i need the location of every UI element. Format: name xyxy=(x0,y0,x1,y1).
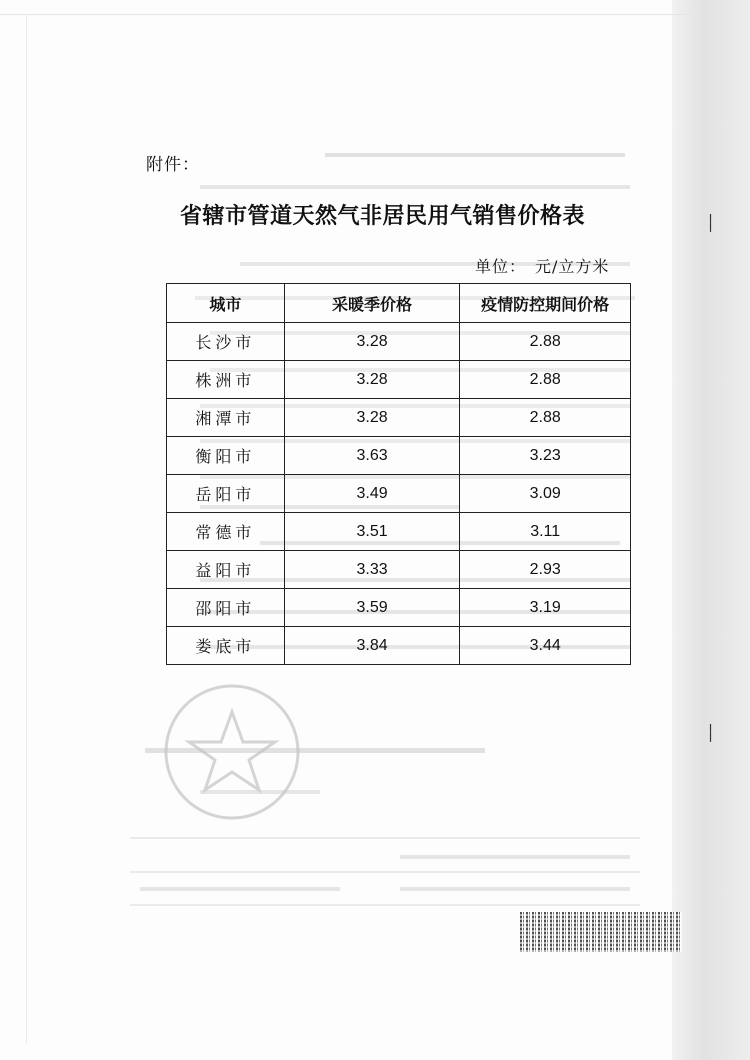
document-title: 省辖市管道天然气非居民用气销售价格表 xyxy=(180,203,586,229)
city-cell: 湘潭市 xyxy=(167,399,285,437)
epidemic-price-cell: 2.88 xyxy=(460,399,631,437)
table-row xyxy=(167,551,631,589)
heating-price-cell: 3.28 xyxy=(284,399,460,437)
epidemic-price-cell: 2.88 xyxy=(460,361,631,399)
epidemic-price-cell: 3.09 xyxy=(460,475,631,513)
scan-mark: ╷ ╵ xyxy=(706,205,716,241)
city-cell: 株洲市 xyxy=(167,361,285,399)
city-cell: 岳阳市 xyxy=(167,475,285,513)
unit-label: 单位： 元/立方米 xyxy=(475,257,610,276)
table-row xyxy=(167,589,631,627)
epidemic-price-cell: 3.44 xyxy=(460,627,631,665)
table-header-row xyxy=(167,284,631,323)
column-header-epidemic-price: 疫情防控期间价格 xyxy=(460,284,631,323)
table-row xyxy=(167,323,631,361)
city-cell: 邵阳市 xyxy=(167,589,285,627)
city-cell: 益阳市 xyxy=(167,551,285,589)
barcode xyxy=(520,912,682,952)
heating-price-cell: 3.59 xyxy=(284,589,460,627)
epidemic-price-cell: 3.23 xyxy=(460,437,631,475)
heating-price-cell: 3.63 xyxy=(284,437,460,475)
city-cell: 娄底市 xyxy=(167,627,285,665)
attachment-label: 附件： xyxy=(146,155,200,175)
city-cell: 长沙市 xyxy=(167,323,285,361)
column-header-heating-price: 采暖季价格 xyxy=(284,284,460,323)
heating-price-cell: 3.28 xyxy=(284,361,460,399)
heating-price-cell: 3.28 xyxy=(284,323,460,361)
epidemic-price-cell: 2.93 xyxy=(460,551,631,589)
heating-price-cell: 3.51 xyxy=(284,513,460,551)
city-cell: 衡阳市 xyxy=(167,437,285,475)
heating-price-cell: 3.33 xyxy=(284,551,460,589)
table-row xyxy=(167,437,631,475)
table-row xyxy=(167,513,631,551)
epidemic-price-cell: 2.88 xyxy=(460,323,631,361)
table-row xyxy=(167,399,631,437)
heating-price-cell: 3.49 xyxy=(284,475,460,513)
scan-mark: ╷ ╵ xyxy=(706,715,716,751)
table-row xyxy=(167,475,631,513)
city-cell: 常德市 xyxy=(167,513,285,551)
epidemic-price-cell: 3.11 xyxy=(460,513,631,551)
heating-price-cell: 3.84 xyxy=(284,627,460,665)
column-header-city: 城市 xyxy=(167,284,285,323)
epidemic-price-cell: 3.19 xyxy=(460,589,631,627)
price-table xyxy=(166,283,631,665)
table-row xyxy=(167,627,631,665)
table-row xyxy=(167,361,631,399)
